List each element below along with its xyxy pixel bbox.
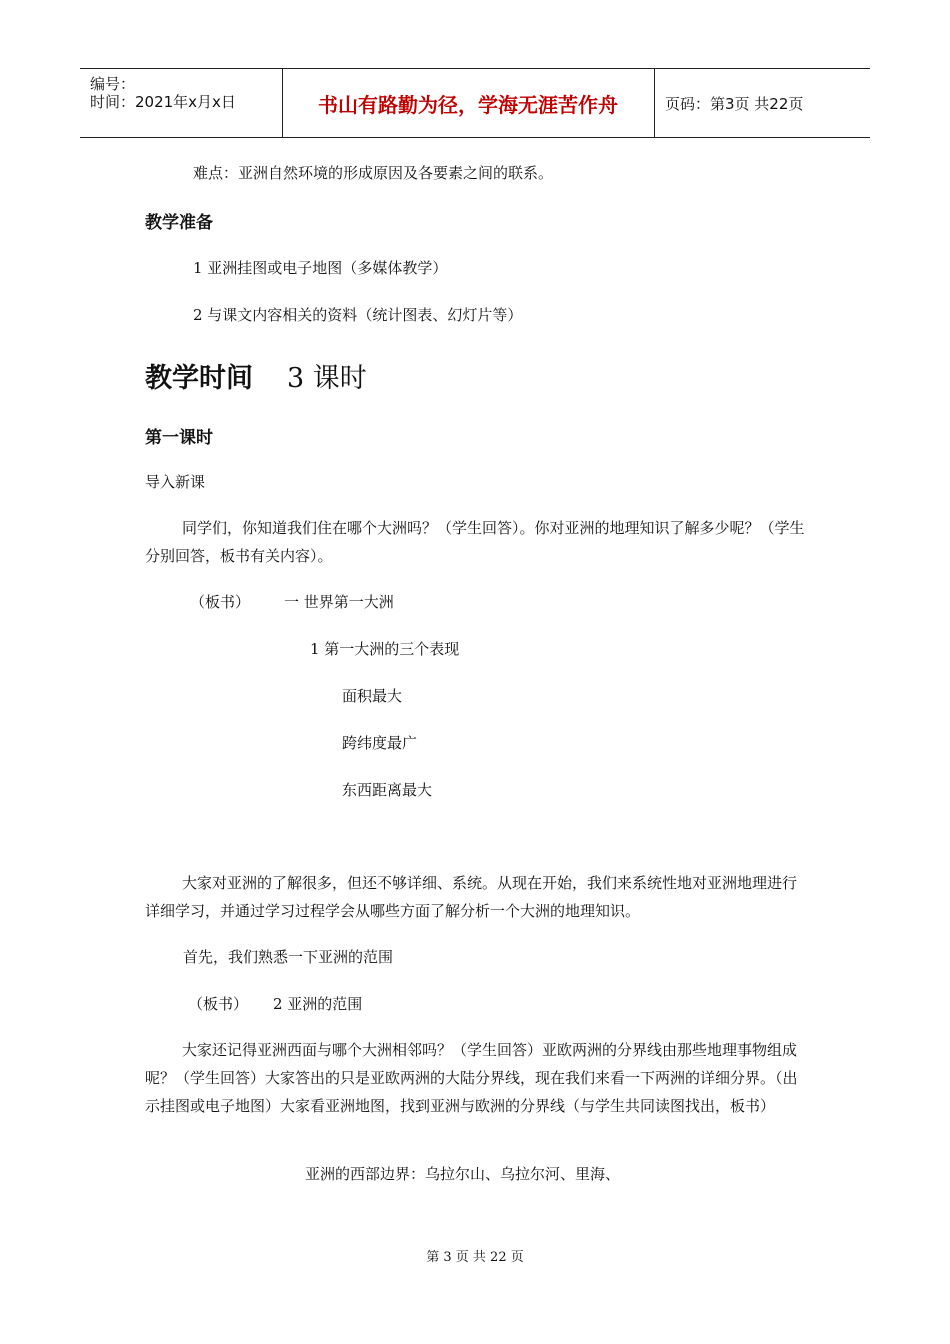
intro-label: 导入新课 xyxy=(145,473,206,491)
paragraph-1: 同学们，你知道我们住在哪个大洲吗？（学生回答）。你对亚洲的地理知识了解多少呢？（学生分别回答，板书有关内容）。 xyxy=(145,519,805,565)
time-heading-label: 教学时间 xyxy=(145,363,253,394)
prep-item-2: 2 与课文内容相关的资料（统计图表、幻灯片等） xyxy=(193,306,523,324)
paragraph-2: 大家对亚洲的了解很多，但还不够详细、系统。从现在开始，我们来系统性地对亚洲地理进行详细学习，并通过学习过程学会从哪些方面了解分析一个大洲的地理知识。 xyxy=(145,874,798,920)
paragraph-3: 首先，我们熟悉一下亚洲的范围 xyxy=(183,948,394,966)
header-table xyxy=(80,68,870,138)
board-point-2: 跨纬度最广 xyxy=(342,734,418,752)
board-2-label: （板书） xyxy=(188,995,249,1013)
board-1-label: （板书） xyxy=(190,593,251,611)
board-point-1: 面积最大 xyxy=(342,687,403,705)
lesson-heading: 第一课时 xyxy=(145,428,213,448)
time-label: 时间：2021年x月x日 xyxy=(90,93,236,111)
prep-item-1: 1 亚洲挂图或电子地图（多媒体教学） xyxy=(193,259,448,277)
header-info-cell xyxy=(80,69,283,137)
motto: 书山有路勤为径，学海无涯苦作舟 xyxy=(282,69,655,137)
board-1-title: 一 世界第一大洲 xyxy=(284,593,394,611)
page-footer: 第 3 页 共 22 页 xyxy=(426,1250,524,1265)
serial-label: 编号： xyxy=(90,75,136,93)
west-border-text: 亚洲的西部边界：乌拉尔山、乌拉尔河、里海、 xyxy=(305,1165,621,1183)
difficulty-text: 难点：亚洲自然环境的形成原因及各要素之间的联系。 xyxy=(193,164,554,182)
board-2-title: 2 亚洲的范围 xyxy=(273,995,363,1013)
prep-heading: 教学准备 xyxy=(145,213,213,233)
time-heading xyxy=(145,356,367,395)
board-1-subtitle: 1 第一大洲的三个表现 xyxy=(310,640,460,658)
paragraph-4: 大家还记得亚洲西面与哪个大洲相邻吗？（学生回答）亚欧两洲的分界线由那些地理事物组成呢？（学生回答）大家答出的只是亚欧两洲的大陆分界线，现在我们来看一下两洲的详细分界。（出示挂图或电子地图）大家看亚洲地图，找到亚洲与欧洲的分界线（与学生共同读图找出，板书） xyxy=(145,1041,798,1115)
board-point-3: 东西距离最大 xyxy=(342,781,433,799)
page-label: 页码：第3页 共22页 xyxy=(665,94,804,113)
time-heading-value: 3 课时 xyxy=(287,363,367,394)
